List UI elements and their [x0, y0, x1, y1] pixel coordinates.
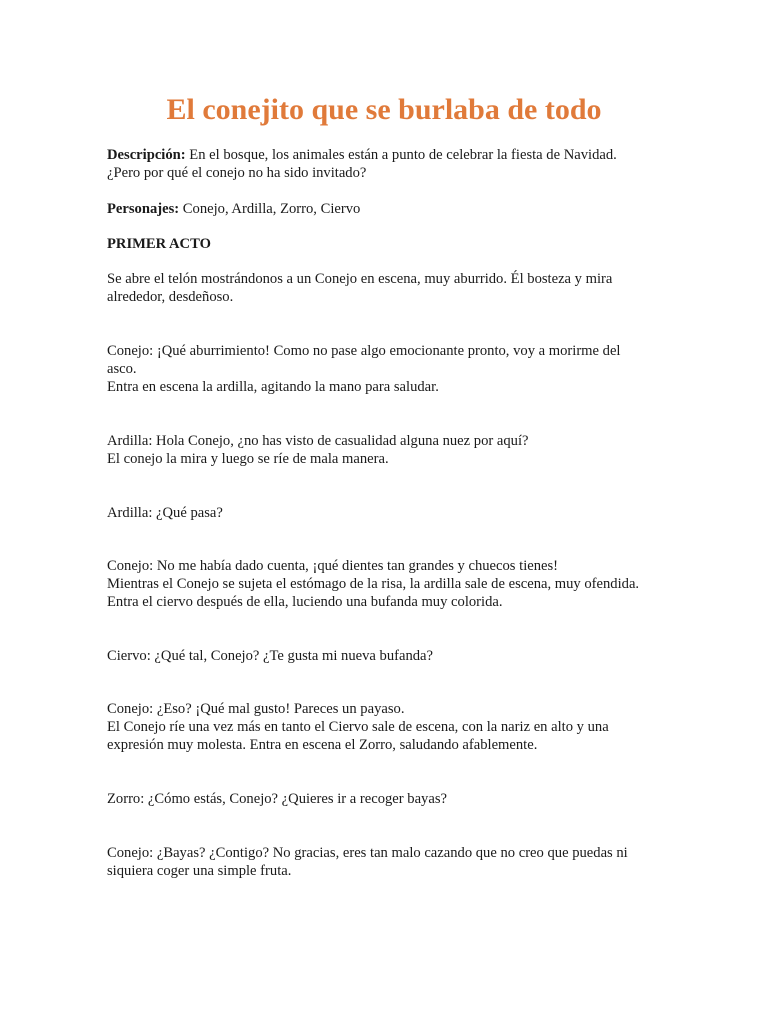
- paragraph-line: Entra el ciervo después de ella, luciendo una bufanda muy colorida.: [107, 594, 503, 610]
- paragraph-line: Ciervo: ¿Qué tal, Conejo? ¿Te gusta mi nueva bufanda?: [107, 648, 434, 664]
- description-text: En el bosque, los animales están a punto de celebrar la fiesta de Navidad.: [185, 147, 617, 163]
- paragraph-line: Conejo: ¿Bayas? ¿Contigo? No gracias, eres tan malo cazando que no creo que puedas ni: [107, 845, 628, 861]
- paragraph: [107, 432, 667, 468]
- characters-text: Conejo, Ardilla, Zorro, Ciervo: [179, 201, 361, 217]
- paragraph: [107, 557, 667, 611]
- paragraph: [107, 270, 667, 306]
- paragraph-line: Ardilla: ¿Qué pasa?: [107, 505, 223, 521]
- paragraph: [107, 790, 667, 808]
- characters-block: [107, 200, 667, 218]
- characters-label: Personajes:: [107, 201, 180, 217]
- description-block: [107, 146, 667, 182]
- paragraph: [107, 647, 667, 665]
- paragraph-line: Entra en escena la ardilla, agitando la mano para saludar.: [107, 379, 439, 395]
- paragraph-line: El conejo la mira y luego se ríe de mala manera.: [107, 451, 389, 467]
- paragraph-line: asco.: [107, 361, 137, 377]
- paragraph: [107, 700, 667, 754]
- paragraph-line: expresión muy molesta. Entra en escena el Zorro, saludando afablemente.: [107, 737, 538, 753]
- paragraph-line: Ardilla: Hola Conejo, ¿no has visto de casualidad alguna nuez por aquí?: [107, 433, 529, 449]
- paragraph-line: El Conejo ríe una vez más en tanto el Ciervo sale de escena, con la nariz en alto y una: [107, 719, 609, 735]
- act-heading: PRIMER ACTO: [107, 236, 211, 252]
- paragraph-line: Se abre el telón mostrándonos a un Conejo en escena, muy aburrido. Él bosteza y mira: [107, 271, 613, 287]
- characters-line: [107, 200, 667, 218]
- paragraph-line: Conejo: ¿Eso? ¡Qué mal gusto! Pareces un payaso.: [107, 701, 405, 717]
- paragraph-line: siquiera coger una simple fruta.: [107, 863, 292, 879]
- paragraph-line: Zorro: ¿Cómo estás, Conejo? ¿Quieres ir a recoger bayas?: [107, 791, 447, 807]
- paragraph-line: Conejo: ¡Qué aburrimiento! Como no pase algo emocionante pronto, voy a morirme del: [107, 343, 621, 359]
- paragraph: [107, 504, 667, 522]
- description-line: [107, 146, 667, 164]
- document-title: El conejito que se burlaba de todo: [166, 93, 602, 126]
- paragraph: [107, 844, 667, 880]
- paragraph: [107, 342, 667, 396]
- paragraph-line: Mientras el Conejo se sujeta el estómago de la risa, la ardilla sale de escena, muy ofendida.: [107, 576, 640, 592]
- description-label: Descripción:: [107, 147, 186, 163]
- paragraph-line: Conejo: No me había dado cuenta, ¡qué dientes tan grandes y chuecos tienes!: [107, 558, 559, 574]
- description-line: ¿Pero por qué el conejo no ha sido invitado?: [107, 165, 367, 181]
- paragraph-line: alrededor, desdeñoso.: [107, 289, 234, 305]
